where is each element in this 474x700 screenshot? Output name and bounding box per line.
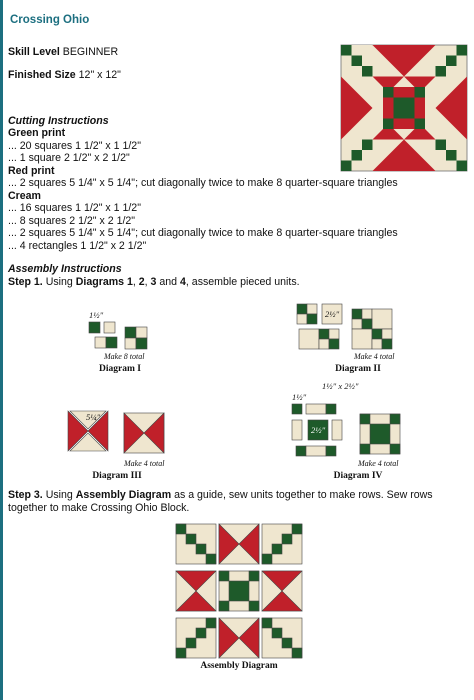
left-accent-bar xyxy=(0,0,3,700)
cream-label: Cream xyxy=(8,190,41,202)
diagram-3-pieces xyxy=(68,411,168,455)
diagram-3-caption: Diagram III xyxy=(92,471,142,481)
diagram-1-caption: Diagram I xyxy=(99,364,141,374)
cutting-item: ... 2 squares 5 1/4" x 5 1/4"; cut diagonally twice to make 8 quarter-square triangles xyxy=(8,177,398,189)
diagram-1-measure: 1½" xyxy=(89,310,104,320)
cutting-item: ... 1 square 2 1/2" x 2 1/2" xyxy=(8,152,130,164)
block-center-ohio xyxy=(383,87,425,129)
cutting-heading: Cutting Instructions xyxy=(8,115,109,127)
diagram-3-note: Make 4 total xyxy=(124,459,165,468)
diagram-1-pieces xyxy=(89,322,149,350)
diagram-2-measure: 2½" xyxy=(325,309,340,319)
page-title: Crossing Ohio xyxy=(10,14,90,26)
diagram-4-note: Make 4 total xyxy=(358,459,399,468)
diagram-2-caption: Diagram II xyxy=(335,364,381,374)
diagram-4-pieces xyxy=(292,404,404,458)
skill-level-line: Skill Level BEGINNER xyxy=(8,46,119,58)
crossing-ohio-block-image xyxy=(341,45,467,171)
step-3: Step 3. Using Assembly Diagram as a guide, sew units together to make rows. Sew rows xyxy=(8,489,433,501)
cutting-item: ... 8 squares 2 1/2" x 2 1/2" xyxy=(8,215,136,227)
diagram-4-measure-left: 1½" xyxy=(292,392,307,402)
step-1: Step 1. Using Diagrams 1, 2, 3 and 4, assemble pieced units. xyxy=(8,276,300,288)
cutting-item: ... 2 squares 5 1/4" x 5 1/4"; cut diagonally twice to make 8 quarter-square triangles xyxy=(8,227,398,239)
diagram-4-measure-center: 2½" xyxy=(311,425,326,435)
diagram-1-note: Make 8 total xyxy=(104,352,145,361)
step-3-continued: together to make Crossing Ohio Block. xyxy=(8,502,190,514)
cutting-item: ... 20 squares 1 1/2" x 1 1/2" xyxy=(8,140,141,152)
diagram-3-measure: 5¼" xyxy=(86,412,101,422)
diagram-2-pieces xyxy=(297,304,397,354)
diagram-2-note: Make 4 total xyxy=(354,352,395,361)
assembly-heading: Assembly Instructions xyxy=(8,263,122,275)
diagram-4-measure-top: 1½" x 2½" xyxy=(322,381,359,391)
red-print-label: Red print xyxy=(8,165,55,177)
finished-size-line: Finished Size 12" x 12" xyxy=(8,69,121,81)
diagram-4-caption: Diagram IV xyxy=(333,471,383,481)
assembly-diagram-pieces xyxy=(176,524,302,658)
cutting-item: ... 16 squares 1 1/2" x 1 1/2" xyxy=(8,202,141,214)
cutting-item: ... 4 rectangles 1 1/2" x 2 1/2" xyxy=(8,240,147,252)
green-print-label: Green print xyxy=(8,127,66,139)
assembly-diagram-caption: Assembly Diagram xyxy=(200,661,278,671)
